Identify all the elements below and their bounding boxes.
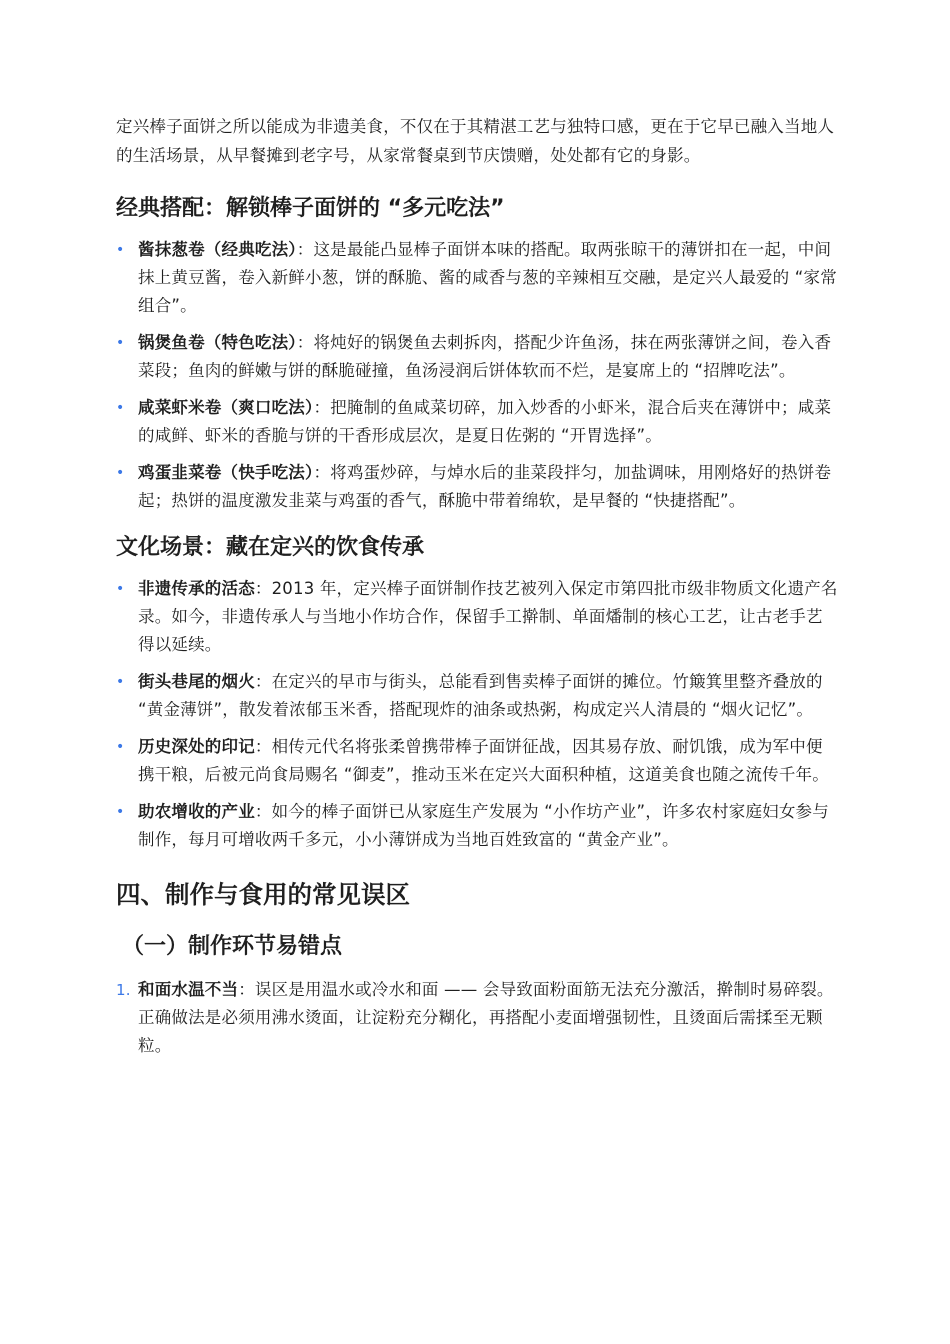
- item-separator: ：: [254, 802, 272, 821]
- list-item: [116, 733, 838, 789]
- list-item: [116, 976, 838, 1060]
- bullet-icon: •: [116, 465, 125, 481]
- bullet-icon: •: [116, 804, 125, 820]
- item-text: 误区是用温水或冷水和面 —— 会导致面粉面筋无法充分激活，擀制时易碎裂。正确做法是必须用沸水烫面，让淀粉充分糊化，再搭配小麦面增强韧性，且烫面后需揉至无颗粒。: [138, 980, 834, 1055]
- item-label: 助农增收的产业: [138, 802, 255, 821]
- bullet-icon: •: [116, 739, 125, 755]
- item-text: 如今的棒子面饼已从家庭生产发展为 “小作坊产业”，许多农村家庭妇女参与制作，每月可增收两千多元，小小薄饼成为当地百姓致富的 “黄金产业”。: [138, 802, 829, 849]
- item-separator: ：: [313, 463, 331, 482]
- item-text: 相传元代名将张柔曾携带棒子面饼征战，因其易存放、耐饥饿，成为军中便携干粮，后被元尚食局赐名 “御麦”，推动玉米在定兴大面积种植，这道美食也随之流传千年。: [138, 737, 829, 784]
- section-heading-classic-pairings: 经典搭配：解锁棒子面饼的 “多元吃法”: [116, 196, 505, 221]
- list-item: [116, 329, 838, 385]
- list-item: [116, 575, 838, 659]
- item-text: 这是最能凸显棒子面饼本味的搭配。取两张晾干的薄饼扣在一起，中间抹上黄豆酱，卷入新鲜小葱，饼的酥脆、酱的咸香与葱的辛辣相互交融，是定兴人最爱的 “家常组合”。: [138, 240, 837, 315]
- item-text: 把腌制的鱼咸菜切碎，加入炒香的小虾米，混合后夹在薄饼中；咸菜的咸鲜、虾米的香脆与饼的干香形成层次，是夏日佐粥的 “开胃选择”。: [138, 398, 832, 445]
- item-separator: ：: [238, 980, 255, 999]
- item-label: 鸡蛋韭菜卷（快手吃法）: [138, 463, 314, 482]
- item-text: 2013 年，定兴棒子面饼制作技艺被列入保定市第四批市级非物质文化遗产名录。如今，非遗传承人与当地小作坊合作，保留手工擀制、单面燔制的核心工艺，让古老手艺得以延续。: [138, 579, 838, 654]
- item-separator: ：: [296, 333, 314, 352]
- cultural-scenes-list: [116, 575, 838, 854]
- item-label: 酱抹葱卷（经典吃法）: [138, 240, 297, 259]
- subsection-heading-production-errors: （一）制作环节易错点: [122, 934, 343, 959]
- bullet-icon: •: [116, 335, 125, 351]
- list-item: [116, 459, 838, 515]
- item-separator: ：: [313, 398, 331, 417]
- item-text: 在定兴的早市与街头，总能看到售卖棒子面饼的摊位。竹簸箕里整齐叠放的 “黄金薄饼”，散发着浓郁玉米香，搭配现炸的油条或热粥，构成定兴人清晨的 “烟火记忆”。: [138, 672, 823, 719]
- list-item: [116, 394, 838, 450]
- item-label: 锅煲鱼卷（特色吃法）: [138, 333, 297, 352]
- item-separator: ：: [254, 672, 272, 691]
- bullet-icon: •: [116, 242, 125, 258]
- item-separator: ：: [254, 737, 272, 756]
- classic-pairings-list: [116, 236, 838, 515]
- section-heading-cultural-scenes: 文化场景：藏在定兴的饮食传承: [116, 535, 425, 560]
- item-label: 和面水温不当: [138, 980, 239, 999]
- list-item: [116, 668, 838, 724]
- document-page: [116, 112, 838, 1060]
- intro-paragraph: 定兴棒子面饼之所以能成为非遗美食，不仅在于其精湛工艺与独特口感，更在于它早已融入当地人的生活场景，从早餐摊到老字号，从家常餐桌到节庆馈赠，处处都有它的身影。: [116, 117, 835, 165]
- bullet-icon: •: [116, 400, 125, 416]
- item-number: 1.: [116, 981, 131, 999]
- list-item: [116, 798, 838, 854]
- list-item: [116, 236, 838, 320]
- item-text: 将鸡蛋炒碎，与焯水后的韭菜段拌匀，加盐调味，用刚烙好的热饼卷起；热饼的温度激发韭菜与鸡蛋的香气，酥脆中带着绵软，是早餐的 “快捷搭配”。: [138, 463, 832, 510]
- item-separator: ：: [296, 240, 314, 259]
- bullet-icon: •: [116, 674, 125, 690]
- item-label: 街头巷尾的烟火: [138, 672, 255, 691]
- item-separator: ：: [254, 579, 272, 598]
- chapter-heading-common-mistakes: 四、制作与食用的常见误区: [116, 880, 410, 909]
- item-label: 咸菜虾米卷（爽口吃法）: [138, 398, 314, 417]
- item-text: 将炖好的锅煲鱼去刺拆肉，搭配少许鱼汤，抹在两张薄饼之间，卷入香菜段；鱼肉的鲜嫩与饼的酥脆碰撞，鱼汤浸润后饼体软而不烂，是宴席上的 “招牌吃法”。: [138, 333, 832, 380]
- item-label: 历史深处的印记: [138, 737, 255, 756]
- production-errors-list: [116, 976, 838, 1060]
- bullet-icon: •: [116, 581, 125, 597]
- item-label: 非遗传承的活态: [138, 579, 255, 598]
